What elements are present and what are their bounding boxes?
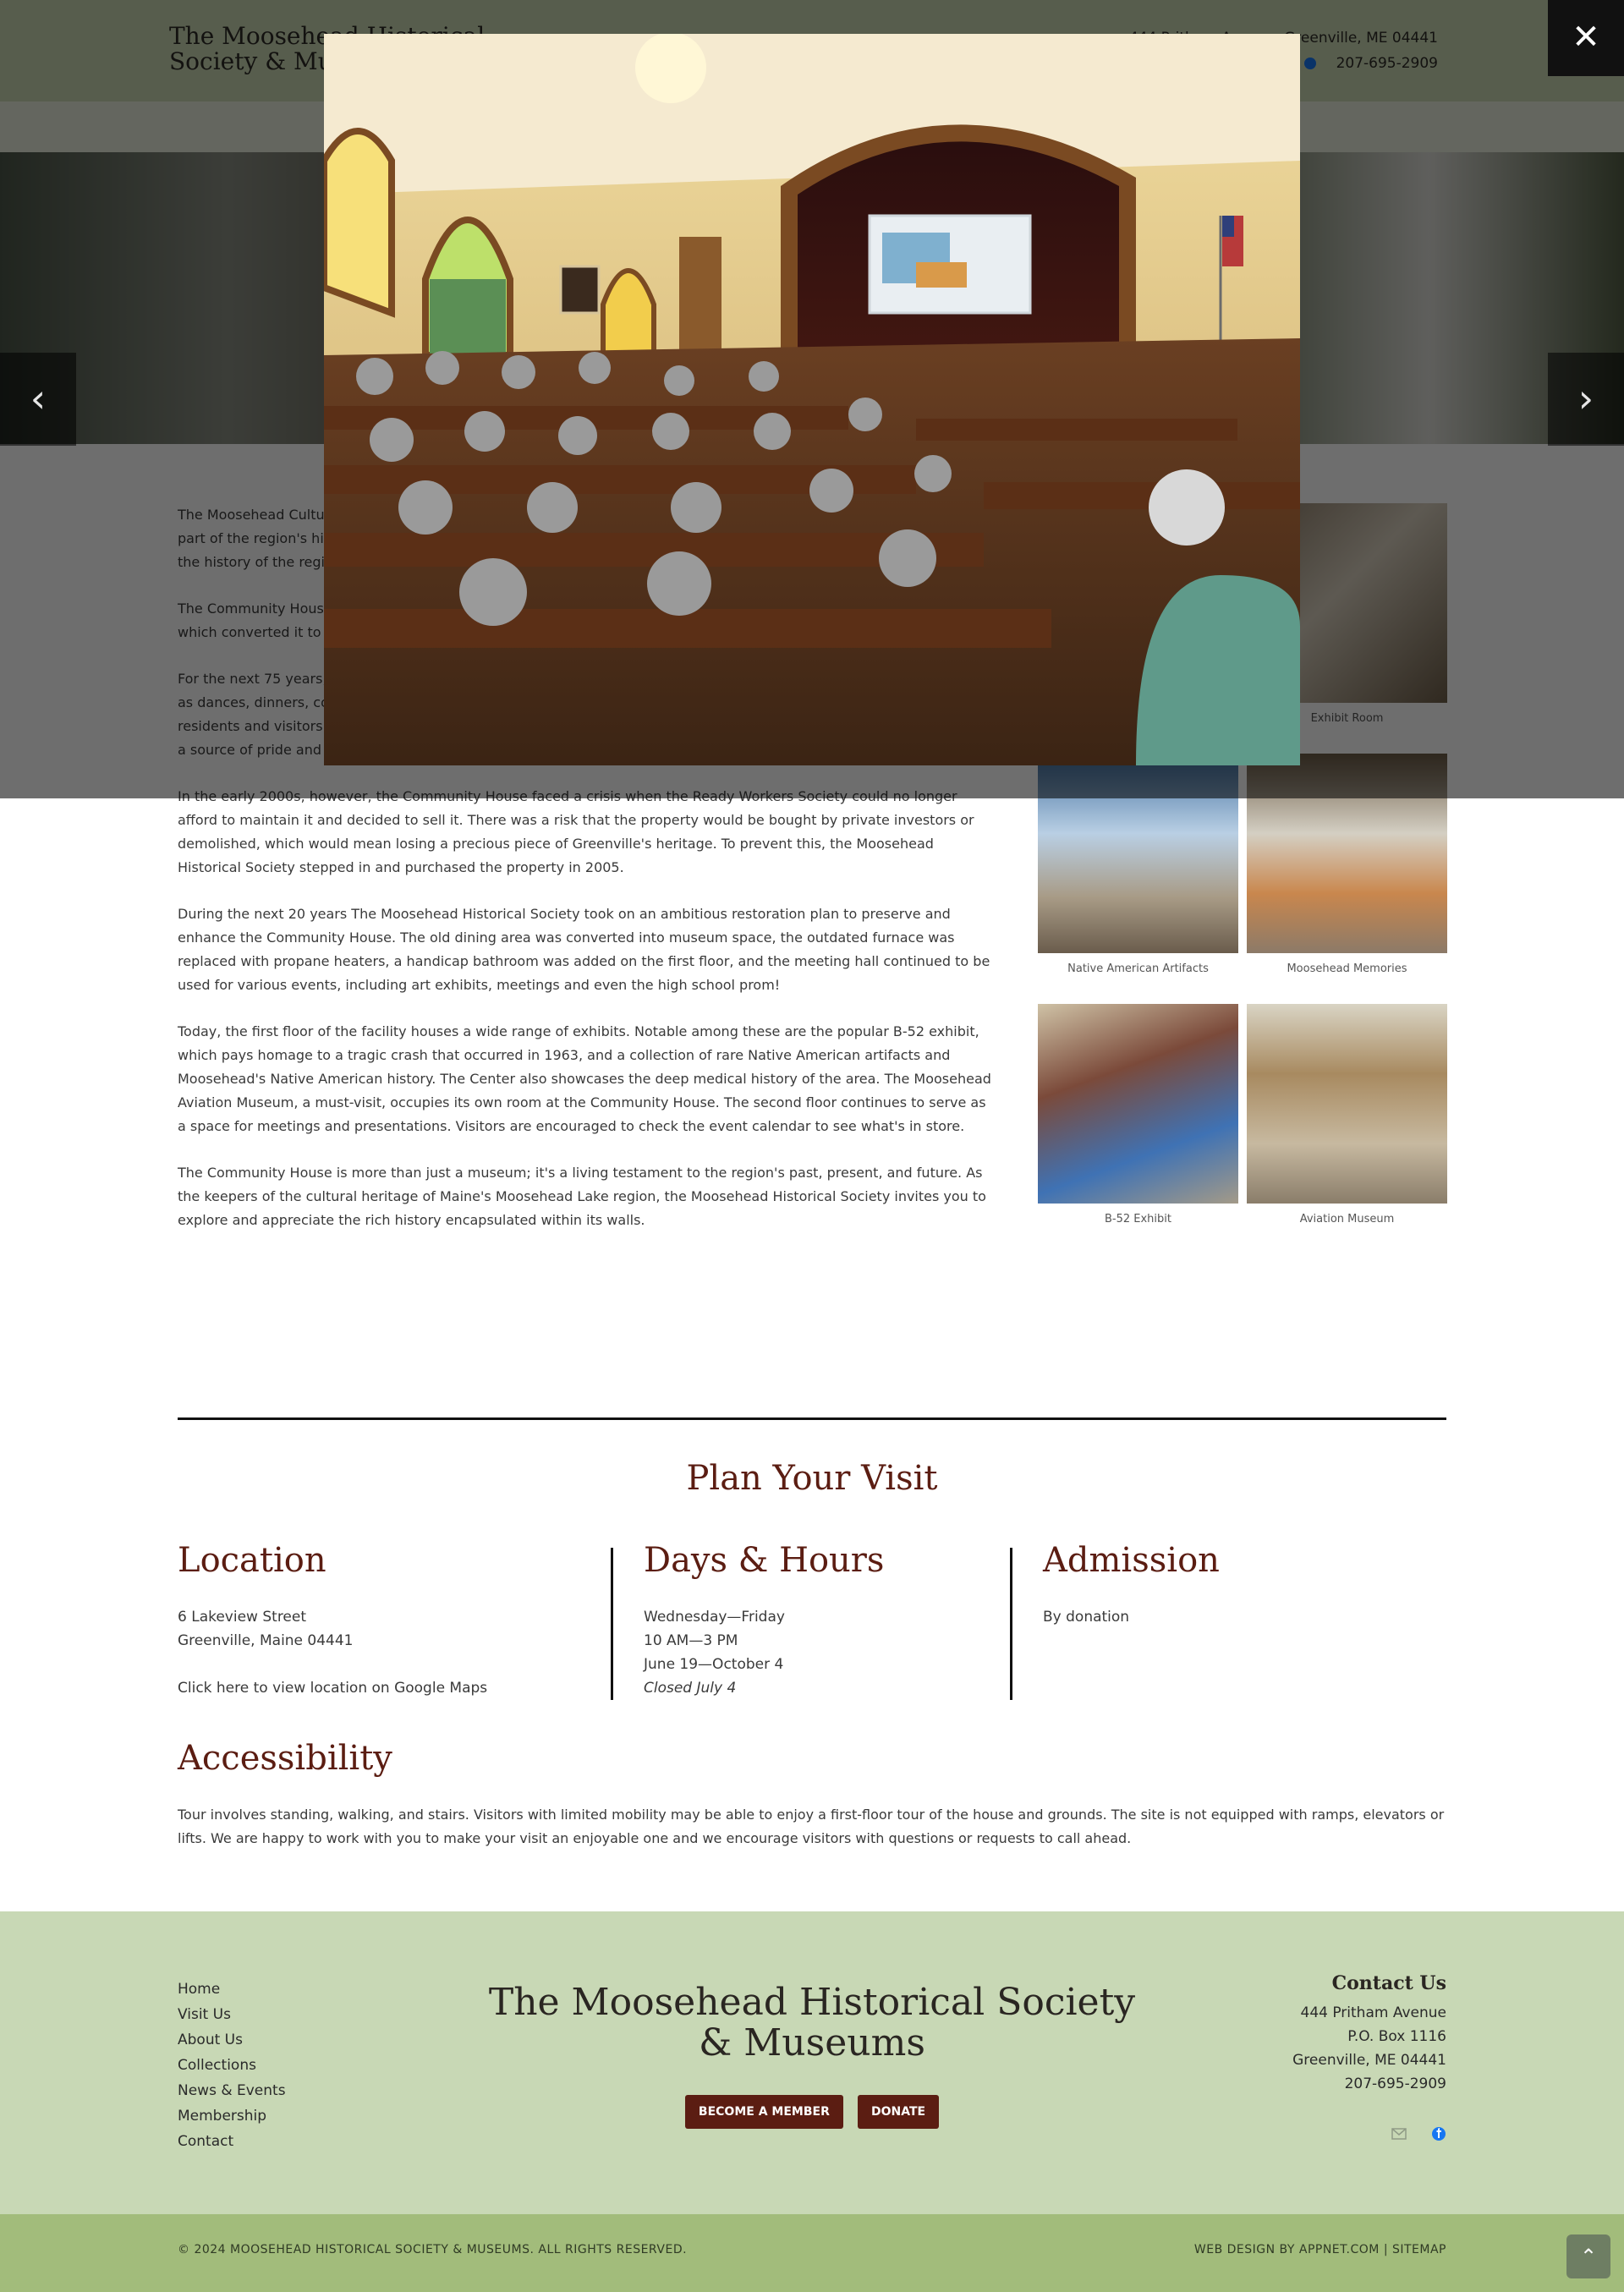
location-city: Greenville, Maine 04441 bbox=[178, 1632, 354, 1649]
paragraph: afford to maintain it and decided to sell it. There was a risk that the property would be bought by private investors or demolished, which would mean losing a precious piece of Greenville's heritage. To prevent this, the Moosehead Historical Society stepped in and purchased the property in 2005. bbox=[178, 812, 974, 875]
scroll-to-top-button[interactable] bbox=[1566, 2234, 1610, 2278]
hours-title: Days & Hours bbox=[644, 1541, 885, 1580]
section-divider bbox=[178, 1417, 1446, 1420]
contact-title: Contact Us bbox=[1331, 1972, 1446, 1994]
contact-city: Greenville, ME 04441 bbox=[1292, 2052, 1446, 2069]
contact-street: 444 Pritham Avenue bbox=[1300, 2004, 1446, 2021]
contact-po-box: P.O. Box 1116 bbox=[1347, 2028, 1446, 2045]
facebook-icon[interactable] bbox=[1431, 2126, 1446, 2141]
admission-text: By donation bbox=[1043, 1609, 1130, 1626]
footer-buttons bbox=[0, 2095, 1624, 2129]
gallery-caption: Moosehead Memories bbox=[1287, 962, 1407, 975]
plan-visit-title: Plan Your Visit bbox=[686, 1459, 938, 1498]
gallery-caption: Native American Artifacts bbox=[1067, 962, 1209, 975]
lightbox-next-button[interactable] bbox=[1548, 353, 1624, 446]
footer-link-contact[interactable]: Contact bbox=[178, 2133, 234, 2150]
chevron-left-icon: ‹ bbox=[30, 376, 47, 421]
hours-details bbox=[644, 1605, 785, 1700]
footer-link-collections[interactable]: Collections bbox=[178, 2057, 256, 2074]
chevron-right-icon: › bbox=[1577, 376, 1594, 421]
chevron-up-icon: ⌃ bbox=[1579, 2245, 1598, 2268]
column-divider bbox=[1010, 1548, 1012, 1700]
become-member-button[interactable]: BECOME A MEMBER bbox=[685, 2095, 843, 2129]
hours-days: Wednesday—Friday bbox=[644, 1609, 785, 1626]
footer-brand-line-1: The Moosehead Historical Society bbox=[488, 1981, 1136, 2024]
location-title: Location bbox=[178, 1541, 326, 1580]
paragraph: During the next 20 years The Moosehead Historical Society took on an ambitious restoration plan to preserve and enhance the Community House. The old dining area was converted into museum space, the outdated furnace was replaced with propane heaters, a handicap bathroom was added on the first floor, and the meeting hall continued to be used for various events, including art exhibits, meetings and even the high school prom! bbox=[178, 906, 990, 993]
gallery-photo-b52-exhibit[interactable] bbox=[1038, 1004, 1238, 1204]
accessibility-title: Accessibility bbox=[178, 1739, 392, 1778]
lightbox-photo bbox=[324, 34, 1300, 765]
admission-title: Admission bbox=[1043, 1541, 1220, 1580]
email-icon[interactable] bbox=[1391, 2126, 1407, 2141]
lightbox-close-button[interactable] bbox=[1548, 0, 1624, 76]
gallery-caption: B-52 Exhibit bbox=[1104, 1213, 1171, 1226]
hours-season: June 19—October 4 bbox=[644, 1656, 784, 1673]
donate-button[interactable]: DONATE bbox=[858, 2095, 939, 2129]
location-details bbox=[178, 1605, 487, 1700]
footer-social-icons bbox=[1371, 2125, 1446, 2141]
column-divider bbox=[611, 1548, 613, 1700]
google-maps-link[interactable]: Click here to view location on Google Maps bbox=[178, 1680, 488, 1697]
lightbox-prev-button[interactable] bbox=[0, 353, 76, 446]
web-design-credit[interactable]: WEB DESIGN BY APPNET.COM | SITEMAP bbox=[1193, 2243, 1446, 2256]
location-street: 6 Lakeview Street bbox=[178, 1609, 307, 1626]
paragraph: The Community House is more than just a museum; it's a living testament to the region's past, present, and future. As the keepers of the cultural heritage of Maine's Moosehead Lake region, the Moosehead Historical Society invites you to explore and appreciate the rich history encapsulated within its walls. bbox=[178, 1165, 986, 1228]
contact-phone[interactable]: 207-695-2909 bbox=[1344, 2075, 1446, 2092]
footer-brand bbox=[474, 1982, 1150, 2064]
footer-link-visit-us[interactable]: Visit Us bbox=[178, 2006, 231, 2023]
copyright: © 2024 MOOSEHEAD HISTORICAL SOCIETY & MUSEUMS. ALL RIGHTS RESERVED. bbox=[178, 2243, 688, 2256]
accessibility-text: Tour involves standing, walking, and stairs. Visitors with limited mobility may be able to enjoy a first-floor tour of the house and grounds. The site is not equipped with ramps, elevators or lifts. We are happy to work with you to make your visit an enjoyable one and we encourage visitors with questions or requests to call ahead. bbox=[178, 1807, 1445, 1846]
gallery-photo-aviation-museum[interactable] bbox=[1247, 1004, 1447, 1204]
meeting-hall-photo bbox=[324, 34, 1300, 765]
footer-link-home[interactable]: Home bbox=[178, 1981, 221, 1998]
gallery-caption: Aviation Museum bbox=[1299, 1213, 1395, 1226]
footer-brand-line-2: & Museums bbox=[699, 2021, 925, 2064]
close-icon: ✕ bbox=[1572, 18, 1600, 57]
hours-closed: Closed July 4 bbox=[644, 1680, 737, 1697]
paragraph: Today, the first floor of the facility houses a wide range of exhibits. Notable among these are the popular B-52 exhibit, which pays homage to a tragic crash that occurred in 1963, and a collection of rare Native American artifacts and Moosehead's Native American history. The Center also showcases the deep medical history of the area. The Moosehead Aviation Museum, a must-visit, occupies its own room at the Community House. The second floor continues to serve as a space for meetings and presentations. Visitors are encouraged to check the event calendar to see what's in store. bbox=[178, 1023, 991, 1134]
hours-time: 10 AM—3 PM bbox=[644, 1632, 738, 1649]
footer-contact bbox=[1292, 1972, 1446, 2096]
footer-link-news-events[interactable]: News & Events bbox=[178, 2082, 286, 2099]
footer-link-about-us[interactable]: About Us bbox=[178, 2032, 243, 2048]
footer-link-membership[interactable]: Membership bbox=[178, 2108, 267, 2125]
